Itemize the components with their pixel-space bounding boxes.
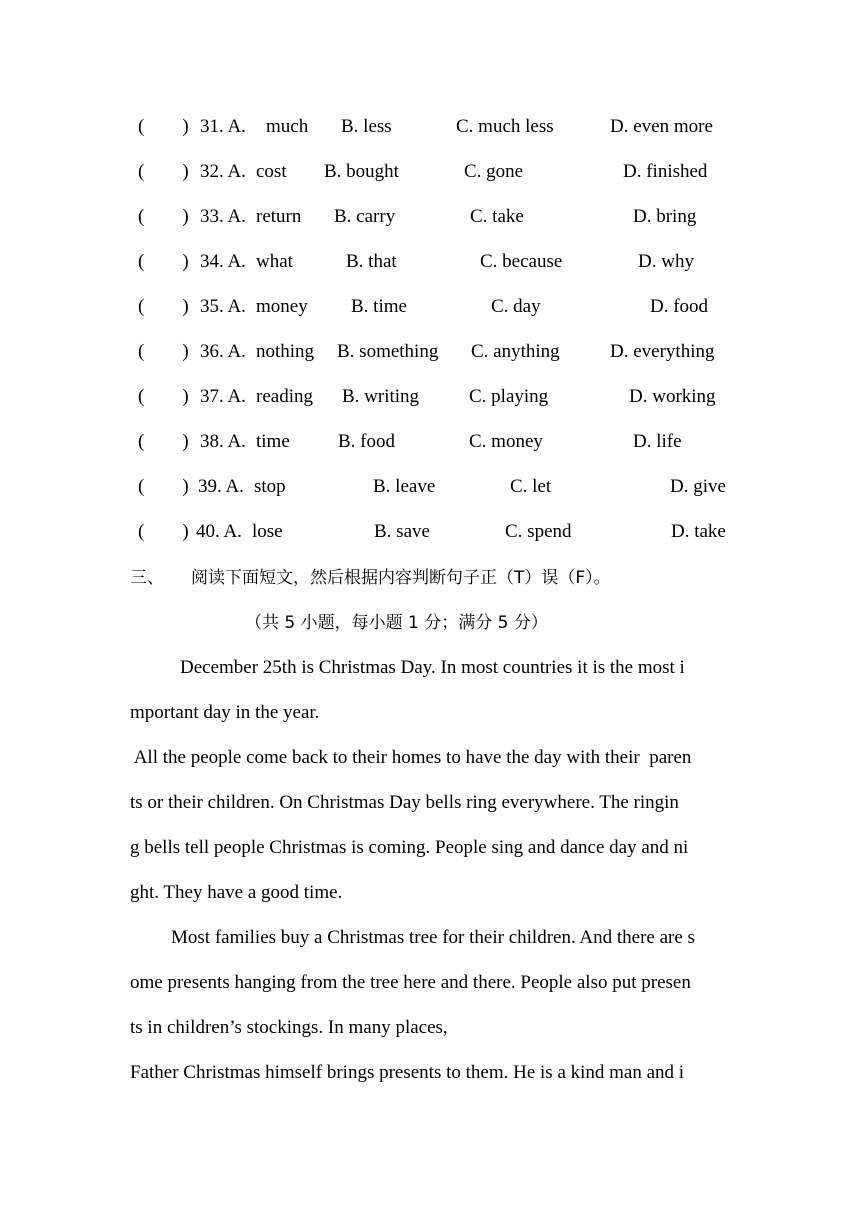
option-d: D. working [629,386,716,407]
question-number: 32. A. [200,161,246,182]
option-b: B. bought [324,161,399,182]
question-number: 35. A. [200,296,246,317]
option-b: B. writing [342,386,420,407]
option-a: nothing [256,341,315,362]
option-c: C. take [470,206,524,227]
question-number: 34. A. [200,251,246,272]
answer-blank: ( ) [138,296,189,317]
question-33 [0,202,860,232]
option-c: C. because [480,251,563,272]
option-c: C. much less [456,116,554,137]
option-a: reading [256,386,313,407]
question-32 [0,157,860,187]
option-c: C. anything [471,341,560,362]
answer-blank: ( ) [138,521,189,542]
question-34 [0,247,860,277]
option-c: C. spend [505,521,572,542]
question-35 [0,292,860,322]
option-a: money [256,296,308,317]
option-c: C. money [469,431,543,452]
passage-line: December 25th is Christmas Day. In most countries it is the most i [180,657,685,678]
section-subtitle: （共 5 小题，每小题 1 分；满分 5 分） [245,613,548,633]
answer-blank: ( ) [138,431,189,452]
question-36 [0,337,860,367]
passage-line: Father Christmas himself brings presents to them. He is a kind man and i [130,1062,685,1083]
option-a: time [256,431,290,452]
question-37 [0,382,860,412]
question-39 [0,472,860,502]
option-b: B. food [338,431,395,452]
answer-blank: ( ) [138,341,189,362]
option-a: much [266,116,309,137]
question-number: 33. A. [200,206,246,227]
option-d: D. bring [633,206,697,227]
option-c: C. let [510,476,552,497]
option-d: D. life [633,431,682,452]
option-a: what [256,251,293,272]
option-d: D. give [670,476,726,497]
option-a: return [256,206,302,227]
passage-line: mportant day in the year. [130,702,320,723]
option-b: B. something [337,341,439,362]
option-d: D. take [671,521,726,542]
option-b: B. leave [373,476,436,497]
option-d: D. everything [610,341,715,362]
answer-blank: ( ) [138,206,189,227]
option-a: stop [254,476,286,497]
question-number: 31. A. [200,116,246,137]
option-a: cost [256,161,287,182]
option-c: C. playing [469,386,549,407]
option-b: B. save [374,521,430,542]
passage-line: Most families buy a Christmas tree for their children. And there are s [171,927,695,948]
option-c: C. day [491,296,541,317]
answer-blank: ( ) [138,161,189,182]
passage-line: ght. They have a good time. [130,882,343,903]
question-number: 38. A. [200,431,246,452]
answer-blank: ( ) [138,116,189,137]
question-number: 40. A. [196,521,242,542]
question-38 [0,427,860,457]
answer-blank: ( ) [138,386,189,407]
question-number: 36. A. [200,341,246,362]
option-d: D. even more [610,116,713,137]
passage-line: ome presents hanging from the tree here and there. People also put presen [130,972,691,993]
option-b: B. time [351,296,407,317]
option-b: B. less [341,116,392,137]
option-b: B. that [346,251,397,272]
option-d: D. food [650,296,709,317]
option-d: D. why [638,251,694,272]
section-number: 三、 [130,568,164,588]
option-c: C. gone [464,161,524,182]
section-title: 阅读下面短文，然后根据内容判断句子正（T）误（F）。 [191,568,611,588]
answer-blank: ( ) [138,476,189,497]
passage-line: ts or their children. On Christmas Day bells ring everywhere. The ringin [130,792,679,813]
question-31 [0,112,860,142]
answer-blank: ( ) [138,251,189,272]
passage-line: All the people come back to their homes to have the day with their paren [130,747,692,768]
option-a: lose [252,521,283,542]
question-number: 37. A. [200,386,246,407]
passage-line: ts in children’s stockings. In many places, [130,1017,448,1038]
option-b: B. carry [334,206,396,227]
option-d: D. finished [623,161,708,182]
question-number: 39. A. [198,476,244,497]
question-40 [0,517,860,547]
passage-line: g bells tell people Christmas is coming. People sing and dance day and ni [130,837,689,858]
